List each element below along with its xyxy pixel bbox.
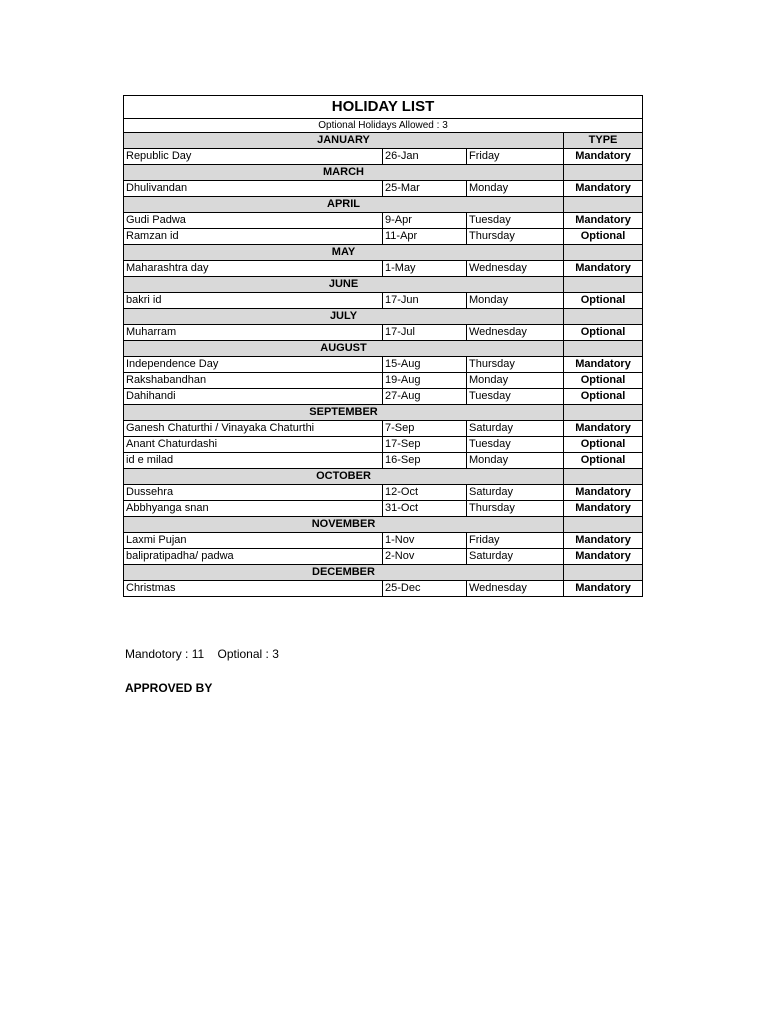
holiday-date: 19-Aug: [383, 373, 467, 389]
holiday-day: Friday: [467, 149, 564, 165]
month-header-row: [124, 245, 643, 261]
holiday-date: 31-Oct: [383, 501, 467, 517]
holiday-row: [124, 261, 643, 277]
holiday-type: Mandatory: [564, 533, 643, 549]
month-header-row: [124, 405, 643, 421]
holiday-row: [124, 213, 643, 229]
holiday-row: [124, 357, 643, 373]
holiday-date: 25-Dec: [383, 581, 467, 597]
holiday-type: Optional: [564, 325, 643, 341]
holiday-type: Optional: [564, 389, 643, 405]
holiday-date: 1-Nov: [383, 533, 467, 549]
holiday-day: Tuesday: [467, 437, 564, 453]
holiday-type: Mandatory: [564, 181, 643, 197]
holiday-row: [124, 293, 643, 309]
holiday-name: Republic Day: [124, 149, 383, 165]
holiday-date: 17-Jul: [383, 325, 467, 341]
holiday-name: id e milad: [124, 453, 383, 469]
holiday-day: Wednesday: [467, 261, 564, 277]
month-header-row: [124, 165, 643, 181]
holiday-date: 11-Apr: [383, 229, 467, 245]
holiday-day: Friday: [467, 533, 564, 549]
holiday-type: Optional: [564, 293, 643, 309]
month-header-row: [124, 469, 643, 485]
type-column-header: [564, 197, 643, 213]
holiday-day: Saturday: [467, 485, 564, 501]
holiday-day: Tuesday: [467, 389, 564, 405]
holiday-name: Gudi Padwa: [124, 213, 383, 229]
mandatory-count: Mandotory : 11: [125, 647, 205, 661]
holiday-type: Mandatory: [564, 581, 643, 597]
month-name: DECEMBER: [124, 565, 564, 581]
holiday-date: 2-Nov: [383, 549, 467, 565]
holiday-name: Dhulivandan: [124, 181, 383, 197]
holiday-date: 26-Jan: [383, 149, 467, 165]
holiday-day: Saturday: [467, 549, 564, 565]
month-name: JUNE: [124, 277, 564, 293]
holiday-name: Dussehra: [124, 485, 383, 501]
holiday-type: Optional: [564, 229, 643, 245]
holiday-type: Mandatory: [564, 485, 643, 501]
month-header-row: [124, 517, 643, 533]
holiday-day: Monday: [467, 453, 564, 469]
holiday-date: 1-May: [383, 261, 467, 277]
holiday-row: [124, 485, 643, 501]
holiday-date: 27-Aug: [383, 389, 467, 405]
holiday-name: Christmas: [124, 581, 383, 597]
holiday-type: Mandatory: [564, 261, 643, 277]
holiday-name: Independence Day: [124, 357, 383, 373]
holiday-type: Optional: [564, 373, 643, 389]
holiday-row: [124, 581, 643, 597]
holiday-name: Muharram: [124, 325, 383, 341]
holiday-name: bakri id: [124, 293, 383, 309]
holiday-date: 9-Apr: [383, 213, 467, 229]
holiday-day: Saturday: [467, 421, 564, 437]
month-name: OCTOBER: [124, 469, 564, 485]
holiday-day: Monday: [467, 373, 564, 389]
holiday-date: 15-Aug: [383, 357, 467, 373]
type-column-header: [564, 277, 643, 293]
holiday-day: Tuesday: [467, 213, 564, 229]
type-column-header: [564, 165, 643, 181]
holiday-type: Mandatory: [564, 357, 643, 373]
type-column-header: [564, 469, 643, 485]
month-name: JANUARY: [124, 133, 564, 149]
month-name: MARCH: [124, 165, 564, 181]
month-name: AUGUST: [124, 341, 564, 357]
month-name: JULY: [124, 309, 564, 325]
holiday-name: Abbhyanga snan: [124, 501, 383, 517]
holiday-day: Thursday: [467, 357, 564, 373]
month-header-row: [124, 309, 643, 325]
month-header-row: [124, 133, 643, 149]
table-title: HOLIDAY LIST: [124, 96, 643, 119]
month-name: APRIL: [124, 197, 564, 213]
month-header-row: [124, 565, 643, 581]
type-column-header: TYPE: [564, 133, 643, 149]
subtitle-row: [124, 119, 643, 133]
holiday-date: 17-Sep: [383, 437, 467, 453]
holiday-day: Monday: [467, 293, 564, 309]
type-column-header: [564, 517, 643, 533]
holiday-type: Mandatory: [564, 421, 643, 437]
holiday-row: [124, 389, 643, 405]
approved-by-label: APPROVED BY: [125, 681, 213, 695]
holiday-name: balipratipadha/ padwa: [124, 549, 383, 565]
month-name: MAY: [124, 245, 564, 261]
holiday-type: Mandatory: [564, 501, 643, 517]
holiday-name: Anant Chaturdashi: [124, 437, 383, 453]
holiday-row: [124, 421, 643, 437]
holiday-row: [124, 149, 643, 165]
holiday-type: Mandatory: [564, 549, 643, 565]
holiday-day: Monday: [467, 181, 564, 197]
holiday-name: Ramzan id: [124, 229, 383, 245]
holiday-row: [124, 325, 643, 341]
holiday-row: [124, 229, 643, 245]
holiday-type: Optional: [564, 453, 643, 469]
holiday-day: Wednesday: [467, 581, 564, 597]
holiday-date: 16-Sep: [383, 453, 467, 469]
holiday-summary: [125, 647, 279, 661]
holiday-type: Optional: [564, 437, 643, 453]
holiday-row: [124, 453, 643, 469]
month-header-row: [124, 341, 643, 357]
month-header-row: [124, 277, 643, 293]
table-subtitle: Optional Holidays Allowed : 3: [124, 119, 643, 133]
holiday-name: Ganesh Chaturthi / Vinayaka Chaturthi: [124, 421, 383, 437]
type-column-header: [564, 341, 643, 357]
holiday-date: 25-Mar: [383, 181, 467, 197]
holiday-row: [124, 501, 643, 517]
holiday-date: 17-Jun: [383, 293, 467, 309]
holiday-row: [124, 533, 643, 549]
type-column-header: [564, 245, 643, 261]
holiday-name: Maharashtra day: [124, 261, 383, 277]
holiday-row: [124, 549, 643, 565]
holiday-name: Rakshabandhan: [124, 373, 383, 389]
type-column-header: [564, 405, 643, 421]
type-column-header: [564, 309, 643, 325]
holiday-row: [124, 373, 643, 389]
holiday-sheet: [123, 95, 642, 597]
title-row: [124, 96, 643, 119]
holiday-day: Thursday: [467, 229, 564, 245]
holiday-type: Mandatory: [564, 149, 643, 165]
holiday-name: Dahihandi: [124, 389, 383, 405]
holiday-name: Laxmi Pujan: [124, 533, 383, 549]
month-header-row: [124, 197, 643, 213]
optional-count: Optional : 3: [217, 647, 279, 661]
holiday-row: [124, 437, 643, 453]
month-name: NOVEMBER: [124, 517, 564, 533]
holiday-type: Mandatory: [564, 213, 643, 229]
holiday-row: [124, 181, 643, 197]
month-name: SEPTEMBER: [124, 405, 564, 421]
holiday-date: 12-Oct: [383, 485, 467, 501]
type-column-header: [564, 565, 643, 581]
holiday-table: [123, 95, 643, 597]
holiday-day: Wednesday: [467, 325, 564, 341]
holiday-date: 7-Sep: [383, 421, 467, 437]
holiday-day: Thursday: [467, 501, 564, 517]
